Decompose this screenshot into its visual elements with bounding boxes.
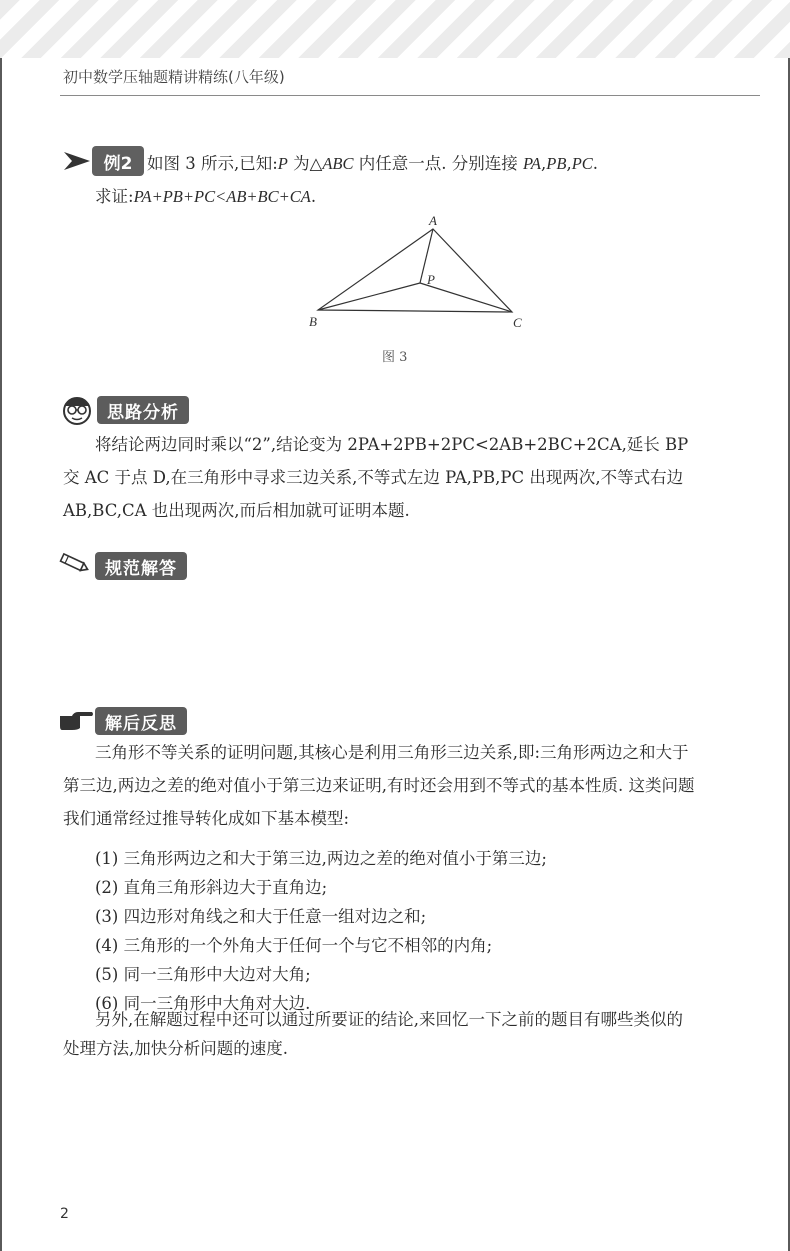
analysis-line: 交 AC 于点 D,在三角形中寻求三边关系,不等式左边 PA,PB,PC 出现两次,不等式右边 [63, 468, 684, 487]
label-b: B [309, 314, 317, 329]
reflection-tag: 解后反思 [95, 707, 187, 735]
student-face-icon [60, 394, 94, 426]
triangle-abc [318, 229, 512, 312]
model-list-item: (3) 四边形对角线之和大于任意一组对边之和; [95, 907, 427, 926]
model-list-item: (5) 同一三角形中大边对大角; [95, 965, 311, 984]
arrow-icon [62, 150, 92, 172]
example-tag: 例2 [92, 146, 144, 176]
header-stripe-band [0, 0, 790, 58]
analysis-line: 将结论两边同时乘以“2”,结论变为 2PA+2PB+2PC<2AB+2BC+2CA,延长 BP [95, 435, 689, 454]
figure-caption: 图 3 [382, 350, 408, 365]
reflection-line: 处理方法,加快分析问题的速度. [63, 1039, 288, 1058]
reflection-line: 我们通常经过推导转化成如下基本模型: [63, 809, 350, 828]
model-list-item: (2) 直角三角形斜边大于直角边; [95, 878, 328, 897]
solution-tag: 规范解答 [95, 552, 187, 580]
model-list-item: (6) 同一三角形中大角对大边. [95, 994, 311, 1013]
book-title: 初中数学压轴题精讲精练(八年级) [63, 68, 285, 86]
pointing-hand-icon [58, 708, 94, 732]
reflection-line: 另外,在解题过程中还可以通过所要证的结论,来回忆一下之前的题目有哪些类似的 [95, 1010, 683, 1029]
header-divider [60, 95, 760, 96]
pencil-icon [58, 551, 90, 575]
reflection-line: 第三边,两边之差的绝对值小于第三边来证明,有时还会用到不等式的基本性质. 这类问题 [63, 776, 695, 795]
label-c: C [513, 315, 522, 330]
reflection-line: 三角形不等关系的证明问题,其核心是利用三角形三边关系,即:三角形两边之和大于 [95, 743, 689, 762]
page-left-border [0, 58, 2, 1251]
example-proof-goal: 求证:PA+PB+PC<AB+BC+CA. [95, 187, 317, 206]
label-p: P [427, 272, 435, 287]
triangle-figure [300, 210, 540, 335]
analysis-line: AB,BC,CA 也出现两次,而后相加就可证明本题. [63, 501, 410, 520]
segment-pb [318, 283, 420, 310]
page-number: 2 [60, 1206, 69, 1222]
analysis-tag: 思路分析 [97, 396, 189, 424]
model-list-item: (1) 三角形两边之和大于第三边,两边之差的绝对值小于第三边; [95, 849, 547, 868]
model-list-item: (4) 三角形的一个外角大于任何一个与它不相邻的内角; [95, 936, 493, 955]
example-statement: 如图 3 所示,已知:P 为△ABC 内任意一点. 分别连接 PA,PB,PC. [147, 154, 599, 173]
label-a: A [429, 213, 437, 228]
